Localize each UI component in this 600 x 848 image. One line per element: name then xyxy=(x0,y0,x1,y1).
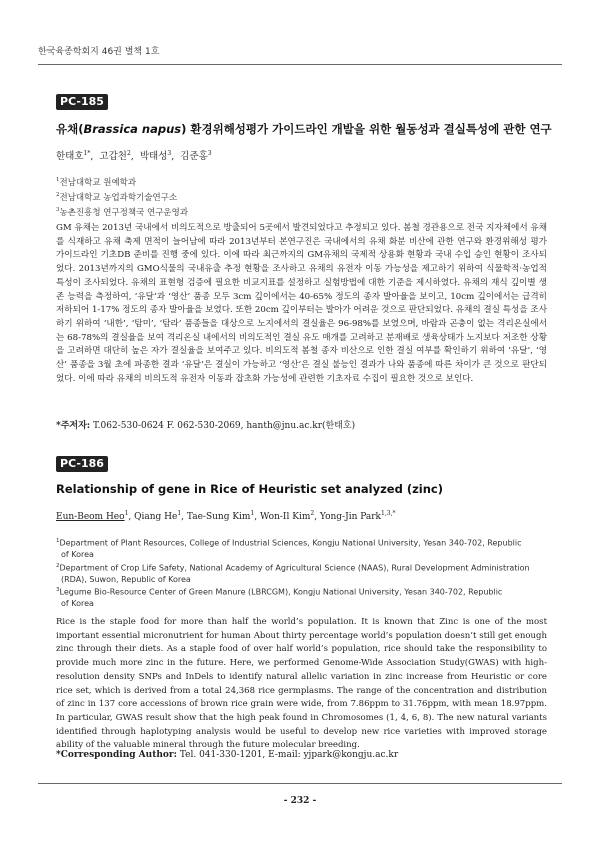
aff-num: 1 xyxy=(56,538,60,544)
author: 고갑천 xyxy=(99,151,127,162)
paper2-affiliations xyxy=(56,536,556,610)
paper2-title: Relationship of gene in Rice of Heuristic set analyzed (zinc) xyxy=(56,482,443,496)
author-sup: 1 xyxy=(250,510,255,517)
affiliation: 농촌진흥청 연구정책국 연구운영과 xyxy=(59,207,189,218)
author-sup: 1* xyxy=(83,149,91,157)
author: Eun-Beom Heo xyxy=(56,512,125,522)
affiliation-cont: of Korea xyxy=(61,550,94,560)
page-number: - 232 - xyxy=(283,796,317,806)
aff-num: 3 xyxy=(56,206,60,213)
author: 한태호 xyxy=(56,151,84,162)
journal-header: 한국육종학회지 46권 별책 1호 xyxy=(38,47,160,57)
author: Yong-Jin Park xyxy=(319,512,382,522)
author-sup: 1,3,* xyxy=(381,510,396,517)
aff-num: 3 xyxy=(56,587,60,594)
author: Qiang He xyxy=(134,512,178,522)
author: Tae-Sung Kim xyxy=(186,512,251,522)
author: 박태성 xyxy=(139,151,168,162)
paper2-abstract: Rice is the staple food for more than half the world’s population. It is known that Zinc is one of the most important essential micronutrient for human About thirty percentage world’s population doesn’t still get enough zinc through their diets. As a staple food of over half world’s population, rice should take the responsibility to provide much more zinc in the future. Here, we performed Genome-Wide Association Study(GWAS) with high-resolution density SNPs and InDels to identify natural allelic variation in zinc increase from Heuristic or core rice set, which is derived from a total 24,368 rice germplasms. The range of the concentration and distribution of zinc in 137 core accessions of brown rice grain were wide, from 7.86ppm to 31.76ppm, with mean 18.97ppm. In particular, GWAS result show that the high peak found in Chromosomes (1, 4, 6, 8). The new natural variants identified through haplotyping analysis would be useful to develop new rice varieties with improved storage ability of the valuable mineral through the future molecular breeding. xyxy=(56,617,547,751)
paper1-title-italic: Brassica napus xyxy=(83,122,182,136)
aff-num: 2 xyxy=(56,562,60,569)
affiliation: 전남대학교 농업과학기술연구소 xyxy=(59,192,178,203)
paper-badge-pc185: PC-185 xyxy=(56,94,108,110)
aff-num: 2 xyxy=(56,191,60,198)
footer-rule xyxy=(38,783,562,784)
affiliation: Department of Crop Life Safety, National Academy of Agricultural Science (NAAS), Rural Development Administration xyxy=(59,563,530,573)
header-rule xyxy=(38,64,562,65)
author-sup: 1 xyxy=(177,510,182,517)
paper1-authors: 한태호$^{1*}$, 고갑천$^2$, 박태성$^3$, 김준홍$^3$ xyxy=(56,149,212,162)
paper1-title-post: ) 환경위해성평가 가이드라인 개발을 위한 월동성과 결실특성에 관한 연구 xyxy=(181,122,552,136)
affiliation: Legume Bio-Resource Center of Green Manure (LBRCGM), Kongju National University, Yesan 340-702, Republic xyxy=(59,587,503,597)
paper1-contact xyxy=(56,418,355,431)
contact-label: *Corresponding Author: xyxy=(56,750,177,760)
contact-label: *주저자: xyxy=(56,421,91,431)
author-sup: 2 xyxy=(310,510,315,517)
paper2-contact xyxy=(56,750,398,760)
affiliation: Department of Plant Resources, College of Industrial Sciences, Kongju National University, Yesan 340-702, Republic xyxy=(59,538,522,548)
paper1-title-pre: 유채( xyxy=(56,122,84,136)
paper2-authors: Eun-Beom Heo$^1$, Qiang He$^1$, Tae-Sung Kim$^1$, Won-Il Kim$^2$, Yong-Jin Park$^{1,3,*}$ xyxy=(56,510,396,522)
paper1-abstract: GM 유채는 2013년 국내에서 비의도적으로 방출되어 5곳에서 발견되었다고 추정되고 있다. 봄철 경관용으로 전국 지자체에서 유채를 식재하고 유채 축제 면적이 늘어남에 따라 2013년부터 본연구진은 국내에서의 유채 화분 비산에 관한 연구와 환경위해성 평가 가이드라인 기초DB 준비를 진행 중에 있다. 이에 따라 최근까지의 GM유채의 국제적 상용화 현황과 국내 수입 승인 현황이 조사되었다. 2013년까지의 GMO식물의 국내유출 추정 현황을 조사하고 유채의 유전자 이동 가능성을 제고하기 위하여 식물학적·농업적 특성이 조사되었다. 유채의 표현형 검증에 필요한 비교지표를 설정하고 실험방법에 대한 기준을 제시하였다. 유채의 재식 깊이별 생존 능력을 측정하여, ‘유달’과 ‘영산’ 품종 모두 3cm 깊이에서는 40-65% 정도의 종자 발아율을 보이고, 10cm 깊이에서는 급격히 저하되어 1-17% 정도의 종자 발아율을 보였다. 또한 20cm 깊이부터는 발아가 어려운 것으로 판단되었다. 유채의 결실 특성을 조사하기 위하여 ‘내한’, ‘탐미’, ‘탐라’ 품종들을 대상으로 노지에서의 결실율은 96-98%를 보였으며, 바람과 곤충이 없는 격리온실에서는 68-78%의 결실율을 보여 격리온실 내에서의 비의도적인 결실 유도 매개를 고려하고 분재배로 생육상태가 노지보다 저조한 상황을 고려하면 대단히 높은 자가 결실율을 보여주고 있다. 비의도적 봄철 종자 비산으로 인한 결실 여부를 확인하기 위하여 ‘유달’, ‘영산’ 품종을 3월 초에 파종한 결과 ‘유달’은 결실이 가능하고 ‘영산’은 결실 불능인 결과가 나와 품종에 따른 차이가 큰 것으로 판단되었다. 이에 따라 유채의 비의도적 유전자 이동과 잡초화 가능성에 관련한 기초자료 수집이 필요한 것으로 보인다. xyxy=(56,223,547,384)
author-sup: 1 xyxy=(124,510,129,517)
affiliation-cont: (RDA), Suwon, Republic of Korea xyxy=(61,574,191,584)
author-sup: 3 xyxy=(167,149,172,157)
author: 김준홍 xyxy=(180,151,208,162)
affiliation-cont: of Korea xyxy=(61,599,94,609)
aff-num: 1 xyxy=(56,177,60,183)
author: Won-Il Kim xyxy=(260,512,311,522)
affiliation: 전남대학교 원예학과 xyxy=(59,177,137,188)
paper1-affiliations xyxy=(56,174,556,218)
contact-text: T.062-530-0624 F. 062-530-2069, hanth@jnu.ac.kr(한태호) xyxy=(93,421,356,431)
author-sup: 3 xyxy=(207,149,212,157)
author-sup: 2 xyxy=(126,149,131,157)
paper-badge-pc186: PC-186 xyxy=(56,456,108,472)
paper1-title xyxy=(56,121,556,137)
contact-text: Tel. 041-330-1201, E-mail: yjpark@kongju.ac.kr xyxy=(179,750,399,760)
